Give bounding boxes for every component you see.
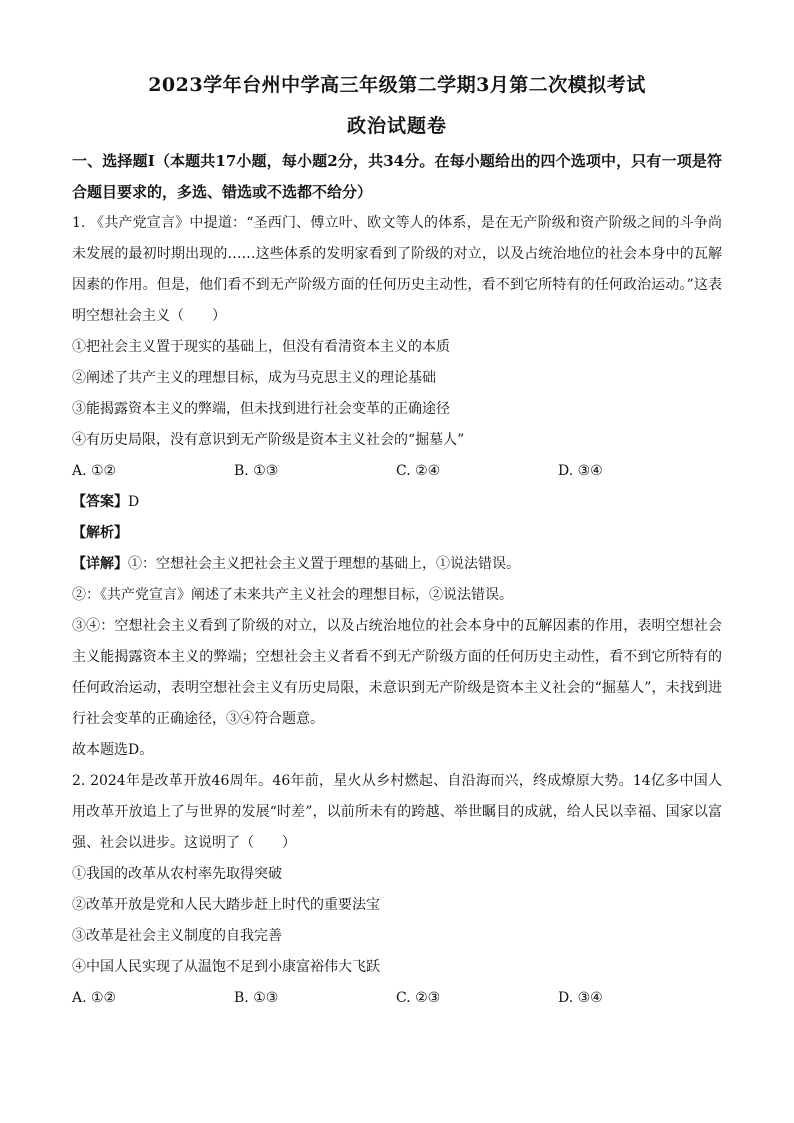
question-1-analysis (72, 518, 722, 549)
question-1-item-2: ②阐述了共产主义的理想目标，成为马克思主义的理论基础 (72, 370, 436, 386)
question-1-answer (72, 487, 722, 518)
detail-label: 【详解】 (72, 556, 128, 572)
exam-title: 2023学年台州中学高三年级第二学期3月第二次模拟考试 (148, 74, 646, 96)
question-1-options (72, 456, 722, 487)
question-2-item-3: ③改革是社会主义制度的自我完善 (72, 928, 282, 944)
question-1-option-b: B. ①③ (234, 463, 279, 479)
question-1-stem: 1. 《共产党宣言》中提道：“圣西门、傅立叶、欧文等人的体系，是在无产阶级和资产阶级之间的斗争尚未发展的最初时期出现的……这些体系的发明家看到了阶级的对立，以及占统治地位的社会本身中的瓦解因素的作用。但是，他们看不到无产阶级方面的任何历史主动性，看不到它所特有的任何政治运动。”这表明空想社会主义（ ） (72, 215, 722, 324)
answer-label: 【答案】 (72, 494, 128, 510)
question-1-detail-1 (72, 549, 722, 580)
question-1-detail-3: ③④：空想社会主义看到了阶级的对立，以及占统治地位的社会本身中的瓦解因素的作用，表明空想社会主义能揭露资本主义的弊端；空想社会主义者看不到无产阶级方面的任何历史主动性，看不到它所特有的任何政治运动，表明空想社会主义有历史局限，未意识到无产阶级是资本主义社会的“掘墓人”，未找到进行社会变革的正确途径，③④符合题意。 (72, 618, 722, 727)
question-1-option-d: D. ③④ (558, 463, 603, 479)
question-1-option-c: C. ②④ (396, 463, 441, 479)
exam-subtitle: 政治试题卷 (346, 115, 447, 137)
question-1-item-3: ③能揭露资本主义的弊端，但未找到进行社会变革的正确途径 (72, 401, 450, 417)
question-2-option-b: B. ①③ (234, 990, 279, 1006)
question-2-stem: 2. 2024年是改革开放46周年。46年前，星火从乡村燃起、自沿海而兴，终成燎原大势。14亿多中国人用改革开放追上了与世界的发展“时差”，以前所未有的跨越、举世瞩目的成就，给人民以幸福、国家以富强、社会以进步。这说明了（ ） (72, 773, 722, 851)
question-2-option-d: D. ③④ (558, 990, 603, 1006)
question-1-item-1: ①把社会主义置于现实的基础上，但没有看清资本主义的本质 (72, 339, 450, 355)
question-2-item-4: ④中国人民实现了从温饱不足到小康富裕伟大飞跃 (72, 959, 380, 975)
question-1-detail-2: ②：《共产党宣言》阐述了未来共产主义社会的理想目标，②说法错误。 (72, 587, 513, 603)
detail-text-1: ①：空想社会主义把社会主义置于理想的基础上，①说法错误。 (128, 556, 520, 572)
question-1-item-4: ④有历史局限，没有意识到无产阶级是资本主义社会的“掘墓人” (72, 432, 465, 448)
question-2-option-a: A. ①② (72, 990, 117, 1006)
question-2-option-c: C. ②③ (396, 990, 441, 1006)
question-2-item-2: ②改革开放是党和人民大踏步赶上时代的重要法宝 (72, 897, 380, 913)
answer-value: D (128, 494, 140, 510)
section-heading: 一、选择题Ⅰ（本题共17小题，每小题2分，共34分。在每小题给出的四个选项中，只有一项是符合题目要求的，多选、错选或不选都不给分） (72, 152, 722, 201)
exam-body (72, 146, 722, 1014)
question-1-conclusion: 故本题选D。 (72, 742, 154, 758)
analysis-label: 【解析】 (72, 525, 128, 541)
question-1-option-a: A. ①② (72, 463, 117, 479)
question-2-item-1: ①我国的改革从农村率先取得突破 (72, 866, 282, 882)
question-2-options (72, 983, 722, 1014)
